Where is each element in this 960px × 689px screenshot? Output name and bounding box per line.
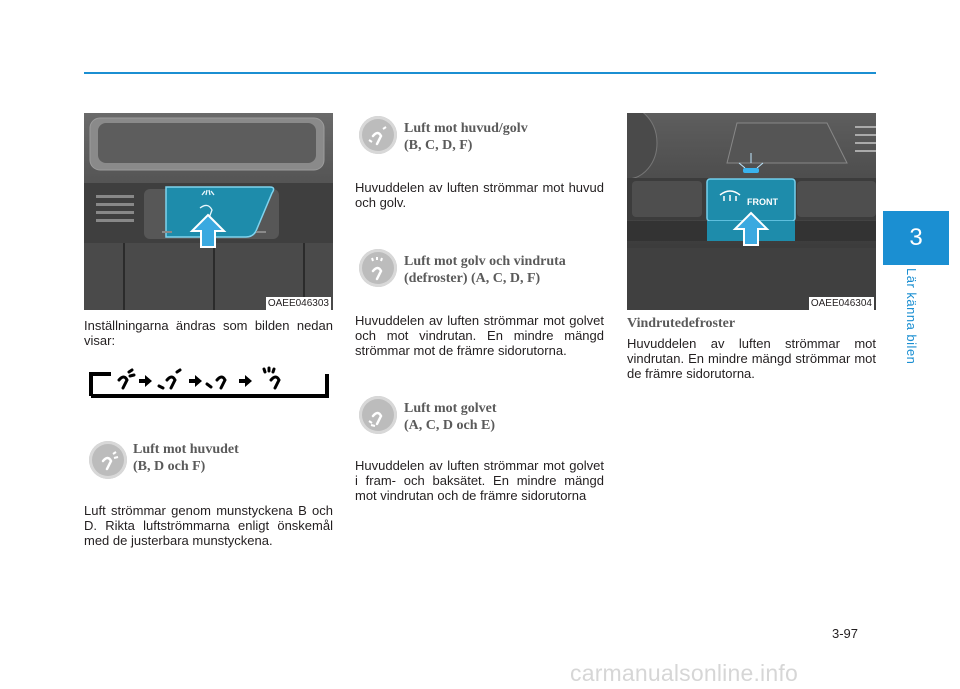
head-mode-title-line2: (B, D och F) bbox=[133, 459, 206, 474]
head-floor-mode-title-line1: Luft mot huvud/golv bbox=[404, 121, 528, 136]
climate-panel-image-left bbox=[84, 113, 333, 310]
head-floor-mode-icon bbox=[359, 116, 397, 154]
top-rule bbox=[84, 72, 876, 74]
sequence-arrow-icon bbox=[139, 375, 252, 387]
head-mode-title-line1: Luft mot huvudet bbox=[133, 442, 239, 457]
image-code-right: OAEE046304 bbox=[810, 298, 872, 309]
head-floor-mode-title bbox=[404, 120, 528, 154]
floor-defrost-mode-text: Huvuddelen av luften strömmar mot golvet och mot vindrutan. En mindre mängd strömmar mot de främre sidorutorna. bbox=[355, 313, 604, 358]
head-mode-title bbox=[133, 441, 239, 475]
floor-mode-icon bbox=[359, 396, 397, 434]
head-floor-mode-title-line2: (B, C, D, F) bbox=[404, 138, 473, 153]
head-mode-icon bbox=[89, 441, 127, 479]
floor-mode-title-line2: (A, C, D och E) bbox=[404, 418, 495, 433]
head-floor-mode-text: Huvuddelen av luften strömmar mot huvud och golv. bbox=[355, 180, 604, 210]
front-button-label: FRONT bbox=[747, 197, 778, 207]
floor-defrost-mode-icon bbox=[359, 249, 397, 287]
defroster-heading: Vindrutedefroster bbox=[627, 316, 736, 331]
image-code-left: OAEE046303 bbox=[267, 298, 329, 309]
head-mode-text: Luft strömmar genom munstyckena B och D. Rikta luftströmmarna enligt önskemål med de justerbara munstyckena. bbox=[84, 503, 333, 548]
page-number: 3-97 bbox=[832, 626, 859, 641]
intro-text: Inställningarna ändras som bilden nedan visar: bbox=[84, 318, 333, 348]
chapter-tab: 3 bbox=[883, 211, 949, 265]
climate-panel-illustration bbox=[84, 113, 333, 310]
floor-defrost-mode-title bbox=[404, 253, 566, 287]
seat-vent-icon bbox=[119, 377, 127, 388]
chapter-title: Lär känna bilen bbox=[904, 268, 919, 365]
floor-mode-title bbox=[404, 400, 497, 434]
defroster-text: Huvuddelen av luften strömmar mot vindrutan. En mindre mängd strömmar mot de främre sidorutorna. bbox=[627, 336, 876, 381]
floor-defrost-mode-title-line2: (defroster) (A, C, D, F) bbox=[404, 271, 541, 286]
climate-panel-image-right bbox=[627, 113, 876, 310]
watermark: carmanualsonline.info bbox=[570, 660, 798, 686]
mode-sequence bbox=[89, 366, 329, 398]
floor-defrost-mode-title-line1: Luft mot golv och vindruta bbox=[404, 254, 566, 269]
floor-mode-title-line1: Luft mot golvet bbox=[404, 401, 497, 416]
floor-mode-text: Huvuddelen av luften strömmar mot golvet i fram- och baksätet. En mindre mängd mot vindrutan och de främre sidorutorna bbox=[355, 458, 604, 503]
